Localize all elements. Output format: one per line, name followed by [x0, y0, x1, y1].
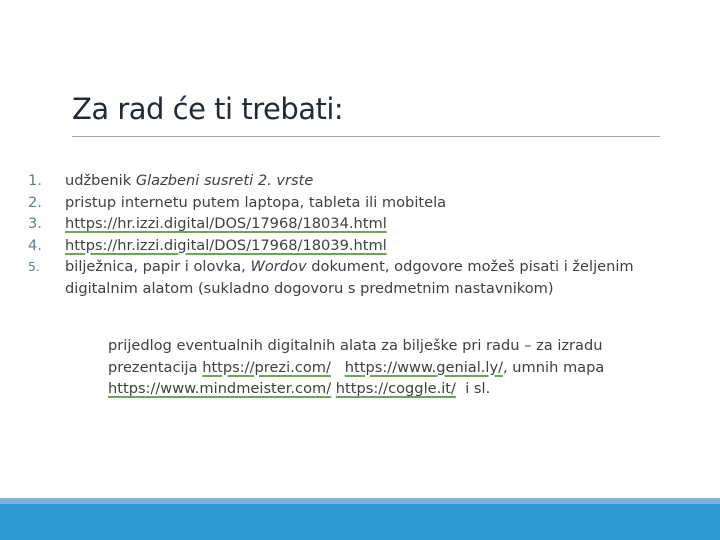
genially-link[interactable]: https://www.genial.ly/ — [344, 358, 504, 376]
suggestion-end: i sl. — [455, 380, 491, 397]
suggestion-middle: , umnih mapa — [503, 358, 605, 376]
item-text: bilježnica, papir i olovka, — [65, 258, 251, 275]
item-number: 5. — [28, 259, 40, 274]
item-number: 3. — [28, 215, 42, 232]
list-item — [28, 213, 668, 235]
item-number: 4. — [28, 236, 42, 254]
slide-title: Za rad će ti trebati: — [72, 92, 344, 126]
item-number: 2. — [28, 193, 42, 211]
coggle-link[interactable]: https://coggle.it/ — [335, 380, 456, 397]
tools-suggestion — [108, 335, 668, 400]
footer-accent-bar — [0, 504, 720, 540]
list-item — [28, 170, 668, 192]
title-divider — [72, 136, 660, 137]
item-book-title: Glazbeni susreti 2. vrste — [135, 172, 314, 189]
item-text: udžbenik — [65, 172, 136, 189]
list-item — [28, 256, 668, 299]
izzi-link-18039[interactable]: https://hr.izzi.digital/DOS/17968/18039.html — [65, 236, 387, 254]
list-item — [28, 192, 668, 214]
item-italic-word: Wordov — [250, 258, 307, 275]
izzi-link-18034[interactable]: https://hr.izzi.digital/DOS/17968/18034.html — [65, 215, 387, 232]
item-text: pristup internetu putem laptopa, tableta ili mobitela — [65, 193, 447, 211]
suggestion-separator — [331, 359, 345, 376]
mindmeister-link[interactable]: https://www.mindmeister.com/ — [108, 380, 332, 397]
list-item — [28, 235, 668, 257]
prezi-link[interactable]: https://prezi.com/ — [202, 358, 331, 376]
requirements-list — [28, 170, 668, 299]
item-number: 1. — [28, 172, 42, 189]
suggestion-intro: prijedlog eventualnih digitalnih alata za bilješke pri radu – za izradu prezentacija — [108, 337, 603, 376]
item-text-rest: dokument, odgovore možeš pisati i željenim digitalnim alatom (sukladno dogovoru s predmetnim nastavnikom) — [65, 258, 634, 297]
